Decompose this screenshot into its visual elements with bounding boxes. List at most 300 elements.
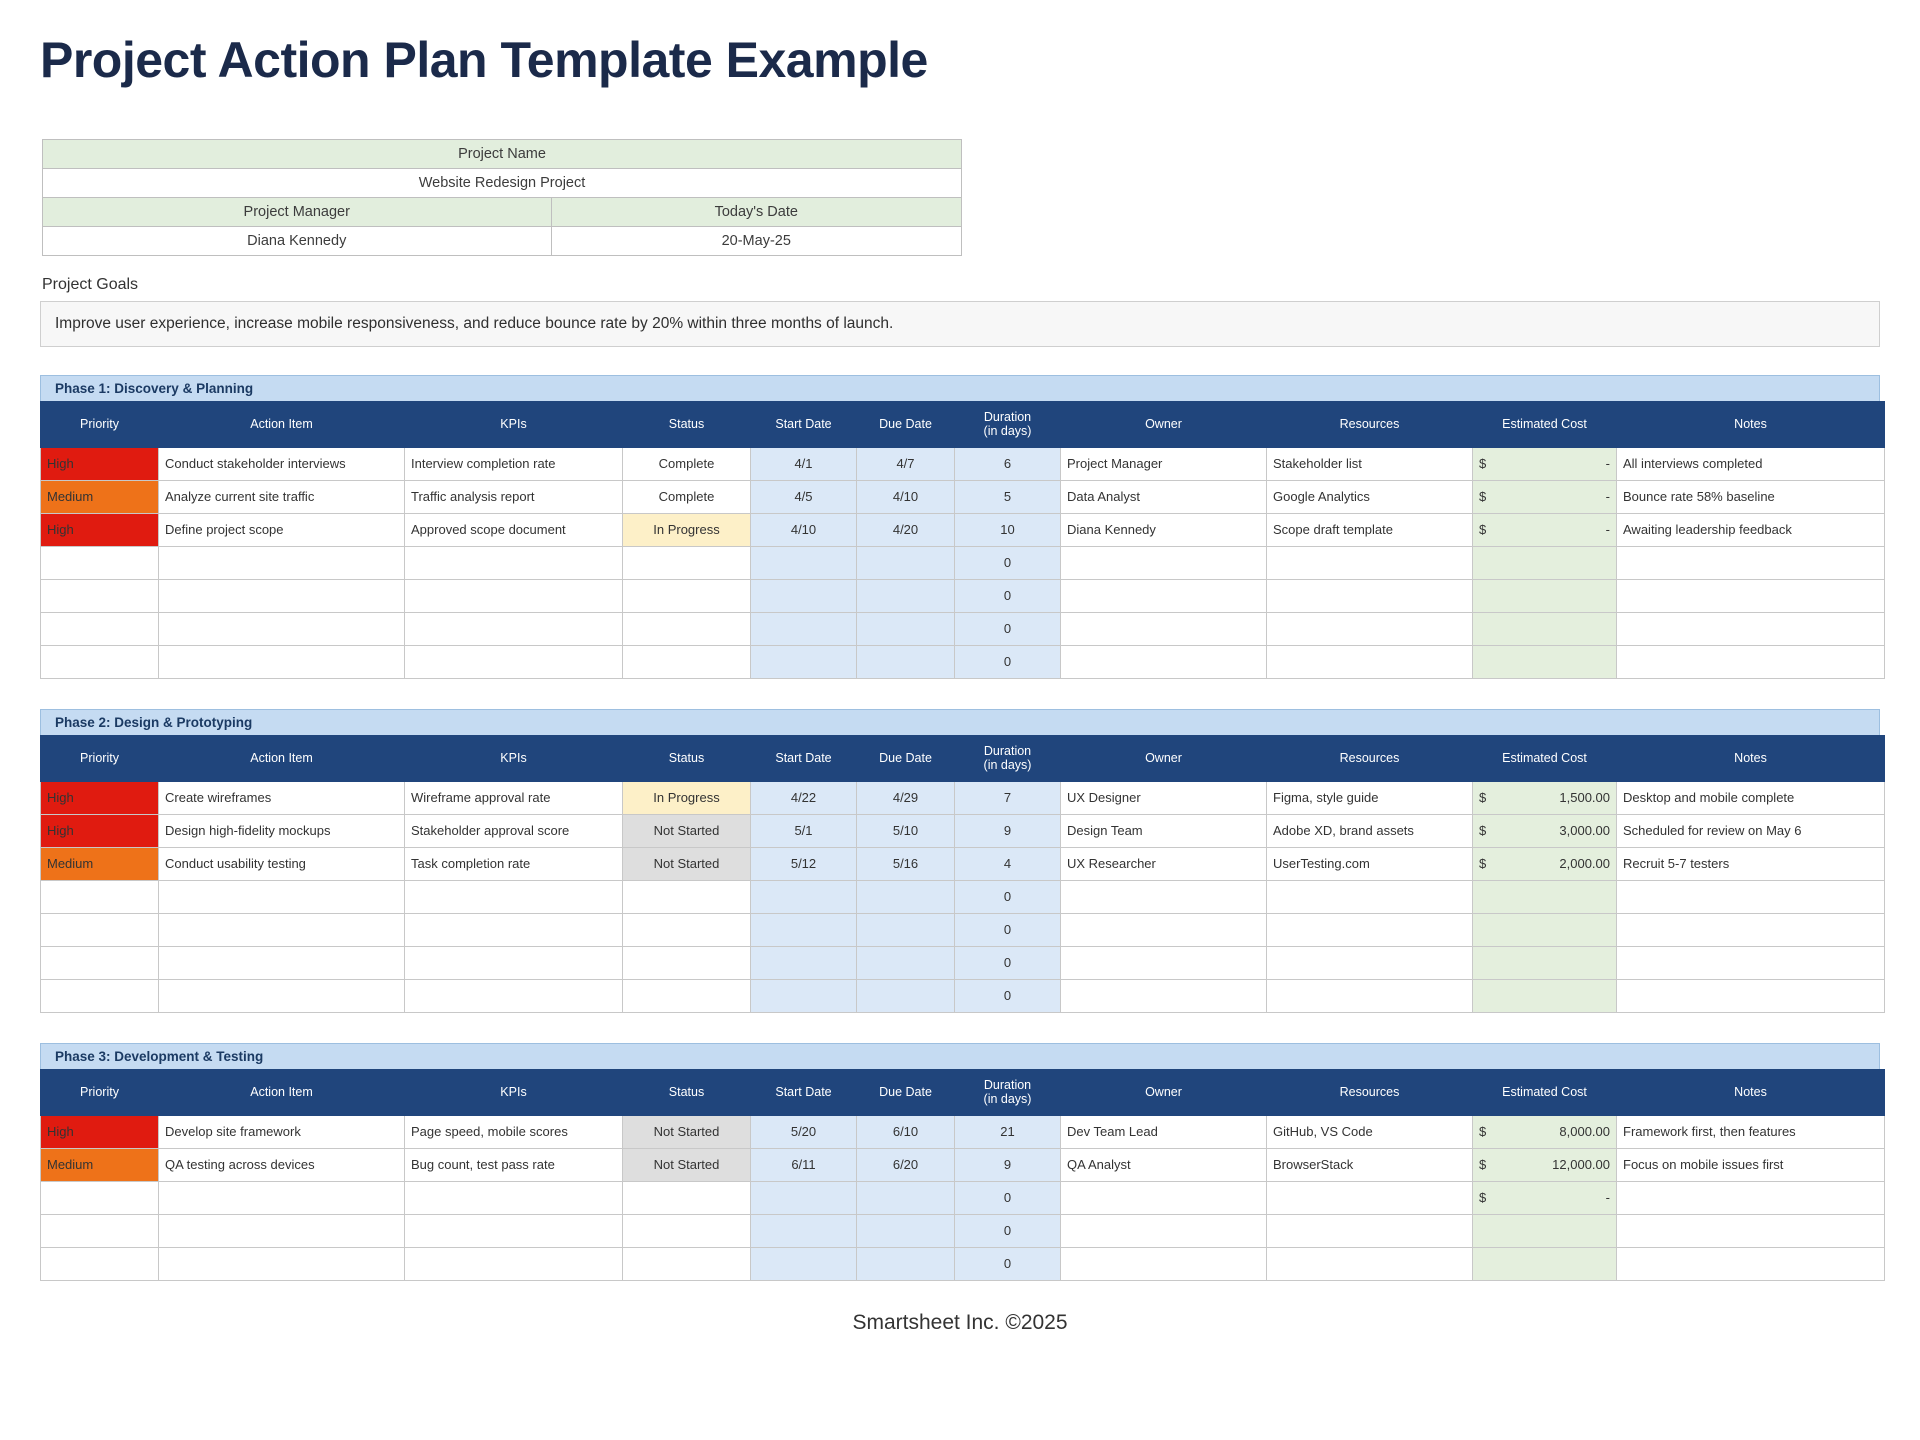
cell-action-item[interactable] — [159, 913, 405, 946]
cell-estimated-cost[interactable] — [1473, 1181, 1617, 1214]
cell-status[interactable]: Not Started — [623, 1115, 751, 1148]
cell-kpis[interactable]: Stakeholder approval score — [405, 814, 623, 847]
cell-due-date[interactable]: 6/10 — [857, 1115, 955, 1148]
phase-section — [40, 1043, 1880, 1281]
project-name-value[interactable]: Website Redesign Project — [43, 168, 962, 197]
table-row — [41, 513, 1885, 546]
table-row — [41, 1148, 1885, 1181]
cell-resources[interactable]: Stakeholder list — [1267, 447, 1473, 480]
col-duration: Duration (in days) — [955, 735, 1061, 781]
phase-title: Phase 1: Discovery & Planning — [55, 380, 254, 396]
cell-due-date[interactable]: 4/20 — [857, 513, 955, 546]
cell-resources[interactable] — [1267, 979, 1473, 1012]
cell-priority[interactable] — [41, 645, 159, 678]
cell-kpis[interactable] — [405, 880, 623, 913]
cell-duration: 0 — [955, 946, 1061, 979]
col-kpis: KPIs — [405, 1069, 623, 1115]
table-row — [41, 1115, 1885, 1148]
cell-due-date[interactable]: 5/10 — [857, 814, 955, 847]
cell-duration: 4 — [955, 847, 1061, 880]
col-duration: Duration (in days) — [955, 401, 1061, 447]
cost-currency-symbol: $ — [1479, 790, 1487, 805]
col-start-date: Start Date — [751, 1069, 857, 1115]
cell-duration: 21 — [955, 1115, 1061, 1148]
cell-duration: 5 — [955, 480, 1061, 513]
cell-resources[interactable]: GitHub, VS Code — [1267, 1115, 1473, 1148]
cell-due-date[interactable] — [857, 579, 955, 612]
cell-kpis[interactable]: Wireframe approval rate — [405, 781, 623, 814]
cost-currency-symbol: $ — [1479, 456, 1487, 471]
cell-duration: 6 — [955, 447, 1061, 480]
cell-due-date[interactable] — [857, 880, 955, 913]
cost-currency-symbol: $ — [1479, 1124, 1487, 1139]
cell-duration: 0 — [955, 579, 1061, 612]
cell-owner[interactable] — [1061, 612, 1267, 645]
cell-resources[interactable] — [1267, 546, 1473, 579]
col-action-item: Action Item — [159, 735, 405, 781]
cell-duration: 9 — [955, 1148, 1061, 1181]
cell-start-date[interactable]: 6/11 — [751, 1148, 857, 1181]
cell-priority[interactable]: High — [41, 513, 159, 546]
table-row — [41, 447, 1885, 480]
cell-action-item[interactable] — [159, 1181, 405, 1214]
cell-kpis[interactable] — [405, 1247, 623, 1280]
table-row — [43, 168, 962, 197]
cell-action-item[interactable]: Conduct stakeholder interviews — [159, 447, 405, 480]
table-row — [41, 480, 1885, 513]
cell-notes[interactable] — [1617, 913, 1885, 946]
cell-notes[interactable] — [1617, 546, 1885, 579]
col-owner: Owner — [1061, 1069, 1267, 1115]
cell-notes[interactable]: All interviews completed — [1617, 447, 1885, 480]
cell-start-date[interactable] — [751, 880, 857, 913]
cell-estimated-cost[interactable] — [1473, 645, 1617, 678]
cell-notes[interactable] — [1617, 946, 1885, 979]
cell-kpis[interactable]: Bug count, test pass rate — [405, 1148, 623, 1181]
cell-kpis[interactable] — [405, 1214, 623, 1247]
cell-status[interactable] — [623, 579, 751, 612]
cell-priority[interactable] — [41, 1181, 159, 1214]
table-row — [41, 1214, 1885, 1247]
project-goals-label: Project Goals — [42, 275, 139, 293]
table-row — [41, 645, 1885, 678]
cell-notes[interactable]: Focus on mobile issues first — [1617, 1148, 1885, 1181]
cell-owner[interactable] — [1061, 1181, 1267, 1214]
cell-estimated-cost[interactable] — [1473, 480, 1617, 513]
col-priority: Priority — [41, 1069, 159, 1115]
cell-status[interactable] — [623, 913, 751, 946]
col-kpis: KPIs — [405, 735, 623, 781]
cell-status[interactable]: Complete — [623, 447, 751, 480]
phase-title: Phase 3: Development & Testing — [55, 1048, 264, 1064]
cell-due-date[interactable]: 4/10 — [857, 480, 955, 513]
cell-action-item[interactable]: QA testing across devices — [159, 1148, 405, 1181]
cell-resources[interactable] — [1267, 612, 1473, 645]
cell-due-date[interactable] — [857, 645, 955, 678]
cell-resources[interactable]: Scope draft template — [1267, 513, 1473, 546]
cell-due-date[interactable] — [857, 1214, 955, 1247]
cell-resources[interactable]: BrowserStack — [1267, 1148, 1473, 1181]
cell-owner[interactable] — [1061, 946, 1267, 979]
cost-amount: 3,000.00 — [1559, 823, 1610, 838]
col-action-item: Action Item — [159, 1069, 405, 1115]
cell-priority[interactable]: High — [41, 447, 159, 480]
table-row — [41, 579, 1885, 612]
cell-due-date[interactable] — [857, 979, 955, 1012]
table-row — [41, 781, 1885, 814]
cell-status[interactable]: Not Started — [623, 847, 751, 880]
cell-owner[interactable] — [1061, 1247, 1267, 1280]
cell-resources[interactable] — [1267, 579, 1473, 612]
cell-action-item[interactable] — [159, 1247, 405, 1280]
phase-table — [40, 1069, 1885, 1281]
cell-due-date[interactable]: 4/7 — [857, 447, 955, 480]
cell-status[interactable]: In Progress — [623, 781, 751, 814]
cell-start-date[interactable] — [751, 546, 857, 579]
phase-list — [40, 375, 1880, 1281]
cell-action-item[interactable] — [159, 880, 405, 913]
cell-owner[interactable]: Design Team — [1061, 814, 1267, 847]
cell-priority[interactable] — [41, 880, 159, 913]
cell-owner[interactable] — [1061, 880, 1267, 913]
cell-resources[interactable]: Google Analytics — [1267, 480, 1473, 513]
cell-start-date[interactable] — [751, 579, 857, 612]
col-kpis: KPIs — [405, 401, 623, 447]
cell-status[interactable] — [623, 880, 751, 913]
cell-resources[interactable] — [1267, 645, 1473, 678]
table-row — [41, 1247, 1885, 1280]
todays-date-label: Today's Date — [551, 197, 962, 226]
cell-kpis[interactable] — [405, 546, 623, 579]
cell-estimated-cost[interactable] — [1473, 1214, 1617, 1247]
cell-estimated-cost[interactable] — [1473, 612, 1617, 645]
cell-status[interactable] — [623, 1247, 751, 1280]
cell-kpis[interactable] — [405, 913, 623, 946]
col-start-date: Start Date — [751, 401, 857, 447]
cell-priority[interactable]: Medium — [41, 847, 159, 880]
cell-duration: 0 — [955, 612, 1061, 645]
col-owner: Owner — [1061, 735, 1267, 781]
cell-start-date[interactable] — [751, 946, 857, 979]
cell-resources[interactable]: Figma, style guide — [1267, 781, 1473, 814]
col-estimated-cost: Estimated Cost — [1473, 1069, 1617, 1115]
cell-start-date[interactable] — [751, 612, 857, 645]
phase-banner — [40, 375, 1880, 401]
cell-estimated-cost[interactable] — [1473, 913, 1617, 946]
cell-owner[interactable] — [1061, 645, 1267, 678]
cell-duration: 0 — [955, 979, 1061, 1012]
cost-amount: - — [1605, 522, 1610, 537]
col-resources: Resources — [1267, 401, 1473, 447]
col-estimated-cost: Estimated Cost — [1473, 401, 1617, 447]
col-priority: Priority — [41, 735, 159, 781]
phase-table — [40, 401, 1885, 679]
cell-resources[interactable] — [1267, 1181, 1473, 1214]
cell-due-date[interactable] — [857, 612, 955, 645]
cell-due-date[interactable] — [857, 1181, 955, 1214]
col-resources: Resources — [1267, 735, 1473, 781]
cell-owner[interactable] — [1061, 1214, 1267, 1247]
cell-priority[interactable] — [41, 979, 159, 1012]
cell-action-item[interactable]: Analyze current site traffic — [159, 480, 405, 513]
cell-action-item[interactable]: Define project scope — [159, 513, 405, 546]
cost-amount: 2,000.00 — [1559, 856, 1610, 871]
cell-action-item[interactable]: Conduct usability testing — [159, 847, 405, 880]
cost-amount: 1,500.00 — [1559, 790, 1610, 805]
cell-owner[interactable]: QA Analyst — [1061, 1148, 1267, 1181]
cell-estimated-cost[interactable] — [1473, 946, 1617, 979]
cell-start-date[interactable] — [751, 913, 857, 946]
cell-priority[interactable] — [41, 1214, 159, 1247]
cell-start-date[interactable]: 5/20 — [751, 1115, 857, 1148]
cell-priority[interactable]: High — [41, 781, 159, 814]
cell-priority[interactable] — [41, 546, 159, 579]
cell-kpis[interactable]: Interview completion rate — [405, 447, 623, 480]
cell-owner[interactable]: Diana Kennedy — [1061, 513, 1267, 546]
cell-status[interactable]: In Progress — [623, 513, 751, 546]
cell-action-item[interactable]: Develop site framework — [159, 1115, 405, 1148]
cell-status[interactable] — [623, 946, 751, 979]
cell-action-item[interactable] — [159, 546, 405, 579]
cell-status[interactable] — [623, 645, 751, 678]
cell-start-date[interactable] — [751, 979, 857, 1012]
cell-estimated-cost[interactable] — [1473, 880, 1617, 913]
col-start-date: Start Date — [751, 735, 857, 781]
project-goals-box[interactable] — [40, 301, 1880, 347]
col-due-date: Due Date — [857, 401, 955, 447]
col-notes: Notes — [1617, 401, 1885, 447]
cell-owner[interactable]: Project Manager — [1061, 447, 1267, 480]
table-row — [41, 979, 1885, 1012]
cell-due-date[interactable] — [857, 1247, 955, 1280]
cell-due-date[interactable] — [857, 546, 955, 579]
cell-owner[interactable]: UX Designer — [1061, 781, 1267, 814]
table-row — [41, 546, 1885, 579]
cell-priority[interactable] — [41, 612, 159, 645]
cell-start-date[interactable] — [751, 1247, 857, 1280]
cell-resources[interactable] — [1267, 880, 1473, 913]
cell-status[interactable]: Not Started — [623, 814, 751, 847]
cell-start-date[interactable]: 5/1 — [751, 814, 857, 847]
cell-start-date[interactable] — [751, 645, 857, 678]
cell-start-date[interactable] — [751, 1214, 857, 1247]
cell-kpis[interactable] — [405, 612, 623, 645]
project-manager-label: Project Manager — [43, 197, 552, 226]
cell-start-date[interactable]: 5/12 — [751, 847, 857, 880]
cell-action-item[interactable] — [159, 979, 405, 1012]
project-name-label: Project Name — [43, 139, 962, 168]
cost-amount: - — [1605, 1190, 1610, 1205]
cell-notes[interactable]: Scheduled for review on May 6 — [1617, 814, 1885, 847]
table-row — [41, 880, 1885, 913]
cell-notes[interactable]: Bounce rate 58% baseline — [1617, 480, 1885, 513]
cost-amount: 8,000.00 — [1559, 1124, 1610, 1139]
cell-estimated-cost[interactable] — [1473, 546, 1617, 579]
footer-credit: Smartsheet Inc. ©2025 — [852, 1310, 1068, 1334]
cell-status[interactable] — [623, 546, 751, 579]
cell-action-item[interactable] — [159, 645, 405, 678]
cell-kpis[interactable] — [405, 579, 623, 612]
cell-due-date[interactable]: 6/20 — [857, 1148, 955, 1181]
cell-due-date[interactable]: 5/16 — [857, 847, 955, 880]
table-row — [43, 139, 962, 168]
cell-start-date[interactable]: 4/10 — [751, 513, 857, 546]
col-due-date: Due Date — [857, 1069, 955, 1115]
cell-estimated-cost[interactable] — [1473, 814, 1617, 847]
cell-start-date[interactable]: 4/5 — [751, 480, 857, 513]
cell-priority[interactable]: Medium — [41, 480, 159, 513]
cell-resources[interactable]: Adobe XD, brand assets — [1267, 814, 1473, 847]
cost-currency-symbol: $ — [1479, 522, 1487, 537]
cell-action-item[interactable] — [159, 946, 405, 979]
cell-status[interactable] — [623, 1181, 751, 1214]
cell-priority[interactable] — [41, 946, 159, 979]
cell-resources[interactable] — [1267, 1247, 1473, 1280]
cell-duration: 0 — [955, 1214, 1061, 1247]
phase-table — [40, 735, 1885, 1013]
cell-start-date[interactable] — [751, 1181, 857, 1214]
cell-due-date[interactable] — [857, 946, 955, 979]
cell-kpis[interactable] — [405, 1181, 623, 1214]
cell-due-date[interactable] — [857, 913, 955, 946]
cell-kpis[interactable]: Task completion rate — [405, 847, 623, 880]
cell-estimated-cost[interactable] — [1473, 447, 1617, 480]
col-due-date: Due Date — [857, 735, 955, 781]
cell-estimated-cost[interactable] — [1473, 1115, 1617, 1148]
table-header-row — [41, 401, 1885, 447]
cell-action-item[interactable]: Design high-fidelity mockups — [159, 814, 405, 847]
cell-notes[interactable] — [1617, 579, 1885, 612]
phase-banner — [40, 1043, 1880, 1069]
cell-kpis[interactable]: Page speed, mobile scores — [405, 1115, 623, 1148]
phase-title: Phase 2: Design & Prototyping — [55, 714, 253, 730]
cell-status[interactable]: Not Started — [623, 1148, 751, 1181]
cell-priority[interactable]: High — [41, 1115, 159, 1148]
cost-currency-symbol: $ — [1479, 856, 1487, 871]
cell-owner[interactable] — [1061, 579, 1267, 612]
cell-owner[interactable] — [1061, 546, 1267, 579]
table-row — [41, 946, 1885, 979]
cell-estimated-cost[interactable] — [1473, 781, 1617, 814]
cell-notes[interactable] — [1617, 1181, 1885, 1214]
cell-action-item[interactable] — [159, 1214, 405, 1247]
cell-duration: 10 — [955, 513, 1061, 546]
table-row — [41, 612, 1885, 645]
cell-status[interactable] — [623, 1214, 751, 1247]
col-action-item: Action Item — [159, 401, 405, 447]
col-estimated-cost: Estimated Cost — [1473, 735, 1617, 781]
todays-date-value[interactable]: 20-May-25 — [551, 226, 962, 255]
col-priority: Priority — [41, 401, 159, 447]
table-row — [41, 814, 1885, 847]
cost-amount: 12,000.00 — [1552, 1157, 1610, 1172]
cell-estimated-cost[interactable] — [1473, 579, 1617, 612]
cell-estimated-cost[interactable] — [1473, 1247, 1617, 1280]
phase-banner — [40, 709, 1880, 735]
cell-due-date[interactable]: 4/29 — [857, 781, 955, 814]
col-status: Status — [623, 1069, 751, 1115]
col-duration: Duration (in days) — [955, 1069, 1061, 1115]
cell-duration: 7 — [955, 781, 1061, 814]
cell-notes[interactable]: Desktop and mobile complete — [1617, 781, 1885, 814]
cell-priority[interactable]: High — [41, 814, 159, 847]
project-goals-text: Improve user experience, increase mobile responsiveness, and reduce bounce rate by 20% within three months of launch. — [55, 314, 894, 332]
cell-resources[interactable] — [1267, 913, 1473, 946]
cell-status[interactable]: Complete — [623, 480, 751, 513]
cell-duration: 0 — [955, 880, 1061, 913]
cell-start-date[interactable]: 4/22 — [751, 781, 857, 814]
col-notes: Notes — [1617, 1069, 1885, 1115]
cell-owner[interactable]: Dev Team Lead — [1061, 1115, 1267, 1148]
cost-amount: - — [1605, 456, 1610, 471]
cost-currency-symbol: $ — [1479, 1157, 1487, 1172]
cell-priority[interactable] — [41, 579, 159, 612]
cell-estimated-cost[interactable] — [1473, 847, 1617, 880]
cell-kpis[interactable] — [405, 645, 623, 678]
cell-notes[interactable] — [1617, 979, 1885, 1012]
cell-kpis[interactable] — [405, 979, 623, 1012]
cell-owner[interactable] — [1061, 979, 1267, 1012]
cell-resources[interactable] — [1267, 946, 1473, 979]
cell-action-item[interactable] — [159, 612, 405, 645]
cell-status[interactable] — [623, 979, 751, 1012]
table-row — [41, 847, 1885, 880]
table-row — [41, 1181, 1885, 1214]
table-row — [43, 226, 962, 255]
cell-priority[interactable] — [41, 1247, 159, 1280]
cell-start-date[interactable]: 4/1 — [751, 447, 857, 480]
cell-kpis[interactable] — [405, 946, 623, 979]
cost-currency-symbol: $ — [1479, 489, 1487, 504]
project-manager-value[interactable]: Diana Kennedy — [43, 226, 552, 255]
cell-owner[interactable]: Data Analyst — [1061, 480, 1267, 513]
col-resources: Resources — [1267, 1069, 1473, 1115]
cell-estimated-cost[interactable] — [1473, 979, 1617, 1012]
cell-duration: 0 — [955, 1181, 1061, 1214]
phase-section — [40, 375, 1880, 679]
cell-notes[interactable] — [1617, 1247, 1885, 1280]
cell-owner[interactable] — [1061, 913, 1267, 946]
project-info-table — [42, 139, 962, 256]
cost-currency-symbol: $ — [1479, 1190, 1487, 1205]
cell-notes[interactable] — [1617, 880, 1885, 913]
cell-status[interactable] — [623, 612, 751, 645]
cell-estimated-cost[interactable] — [1473, 1148, 1617, 1181]
cell-kpis[interactable]: Approved scope document — [405, 513, 623, 546]
cell-notes[interactable] — [1617, 1214, 1885, 1247]
cell-estimated-cost[interactable] — [1473, 513, 1617, 546]
cell-resources[interactable] — [1267, 1214, 1473, 1247]
table-header-row — [41, 1069, 1885, 1115]
cell-duration: 0 — [955, 546, 1061, 579]
table-row — [41, 913, 1885, 946]
cell-notes[interactable]: Recruit 5-7 testers — [1617, 847, 1885, 880]
cell-notes[interactable] — [1617, 612, 1885, 645]
cell-owner[interactable]: UX Researcher — [1061, 847, 1267, 880]
cell-notes[interactable] — [1617, 645, 1885, 678]
cell-priority[interactable]: Medium — [41, 1148, 159, 1181]
cell-resources[interactable]: UserTesting.com — [1267, 847, 1473, 880]
cell-action-item[interactable] — [159, 579, 405, 612]
cell-kpis[interactable]: Traffic analysis report — [405, 480, 623, 513]
cell-notes[interactable]: Awaiting leadership feedback — [1617, 513, 1885, 546]
cell-action-item[interactable]: Create wireframes — [159, 781, 405, 814]
col-status: Status — [623, 401, 751, 447]
cost-currency-symbol: $ — [1479, 823, 1487, 838]
cell-duration: 9 — [955, 814, 1061, 847]
cell-notes[interactable]: Framework first, then features — [1617, 1115, 1885, 1148]
cell-priority[interactable] — [41, 913, 159, 946]
